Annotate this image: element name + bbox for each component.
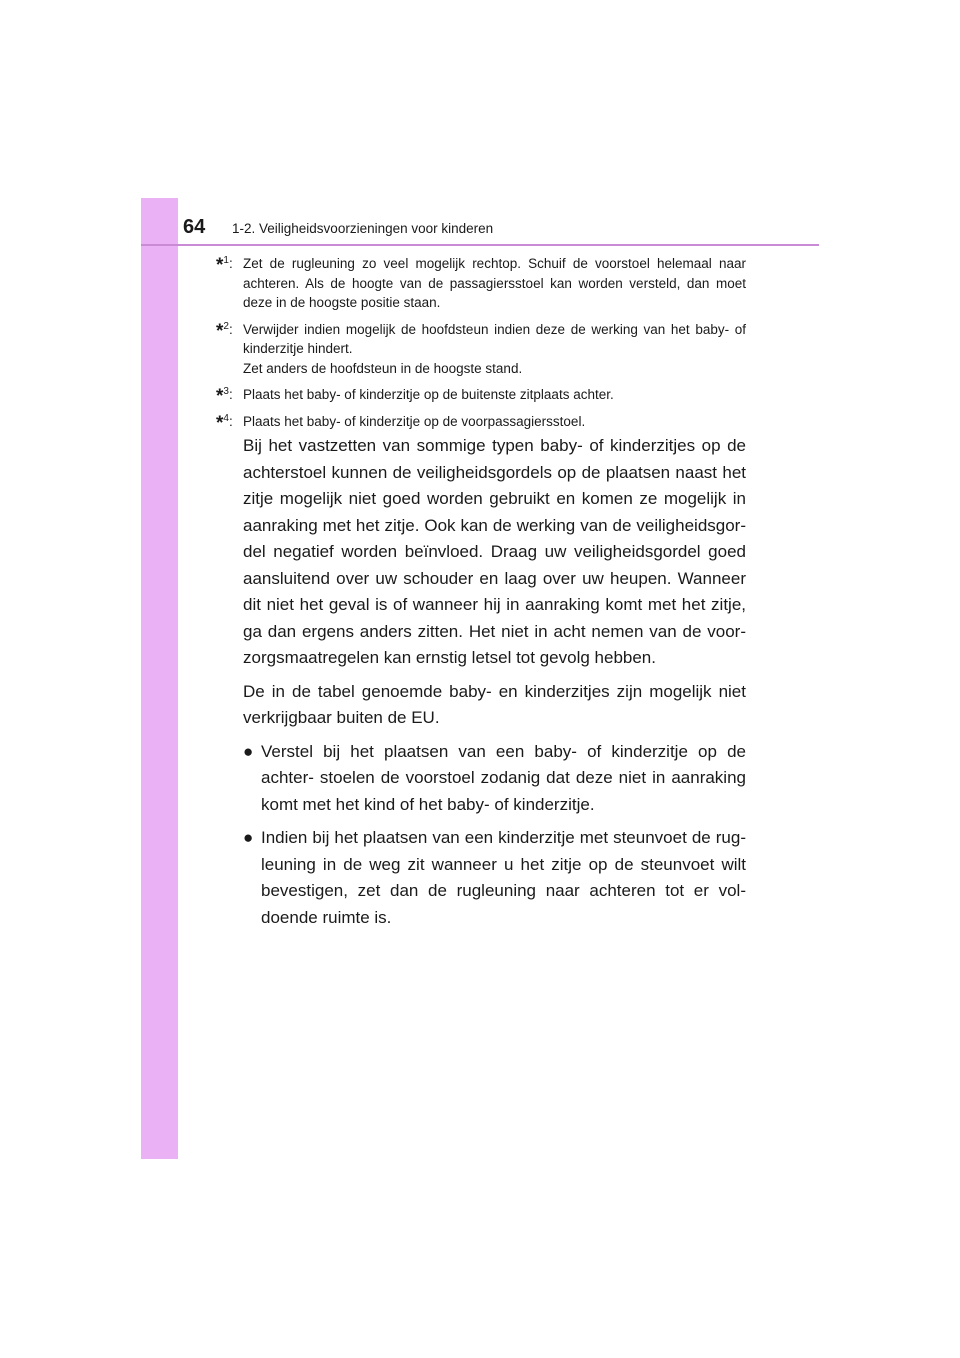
bullet-text: Indien bij het plaatsen van een kinderzitje met steunvoet de rug- leuning in de weg zit wanneer u het zitje op de steunvoet wilt bevestigen, zet dan de rugleuning naar achteren tot er vol- doende ruimte is. (261, 828, 746, 927)
chapter-side-band (141, 198, 178, 1159)
footnote-text: Plaats het baby- of kinderzitje op de voorpassagiersstoel. (243, 413, 586, 429)
footnote-text: Verwijder indien mogelijk de hoofdsteun indien deze de werking van het baby- of kinderzitje hindert. (243, 321, 746, 356)
footnote-text: Plaats het baby- of kinderzitje op de buitenste zitplaats achter. (243, 387, 614, 402)
footnote-marker: *$^3$: (216, 386, 233, 407)
footnote-2 (216, 320, 746, 379)
page-number: 64 (183, 216, 206, 238)
header-tab (141, 198, 178, 246)
bullet-item (243, 739, 746, 819)
footnote-text: Zet de rugleuning zo veel mogelijk rechtop. Schuif de voorstoel helemaal naar achteren. Als de hoogte van de passagiersstoel kan worden versteld, dan moet deze in de hoogste positie staan. (243, 256, 746, 310)
section-title: 1-2. Veiligheidsvoorzieningen voor kinderen (232, 221, 494, 236)
warning-paragraph: Bij het vastzetten van sommige typen baby- of kinderzitjes op de achterstoel kunnen de veiligheidsgordels op de plaatsen naast het zitje mogelijk niet goed worden gebruikt en komen ze mogelijk in aanraking met het zitje. Ook kan de werking van de veiligheidsgor- del negatief worden beïnvloed. Draag uw veiligheidsgordel goed aansluitend over uw schouder en laag over uw heupen. Wanneer dit niet het geval is of wanneer hij in aanraking komt met het zitje, ga dan ergens anders zitten. Het niet in acht nemen van de voor- zorgsmaatregelen kan ernstig letsel tot gevolg hebben. (243, 436, 746, 667)
availability-paragraph: De in de tabel genoemde baby- en kinderzitjes zijn mogelijk niet verkrijgbaar buiten de EU. (243, 681, 746, 727)
footnote-marker: *$^4$: (216, 412, 233, 434)
footnote-1 (216, 254, 746, 313)
footnote-marker: *$^1$: (216, 255, 233, 276)
footnote-4 (216, 412, 746, 432)
footnote-marker: *$^2$: (216, 320, 233, 342)
header-divider (141, 244, 819, 246)
footnote-text: Zet anders de hoofdsteun in de hoogste stand. (243, 360, 523, 376)
body-text (243, 433, 746, 938)
bullet-icon: ● (243, 828, 254, 847)
bullet-icon: ● (243, 741, 254, 761)
bullet-text: Verstel bij het plaatsen van een baby- of kinderzitje op de achter- stoelen de voorstoel zodanig dat deze niet in aanraking komt met het kind of het baby- of kinderzitje. (261, 741, 746, 814)
footnotes-list (216, 254, 746, 438)
footnote-3 (216, 385, 746, 405)
bullet-item (243, 825, 746, 931)
